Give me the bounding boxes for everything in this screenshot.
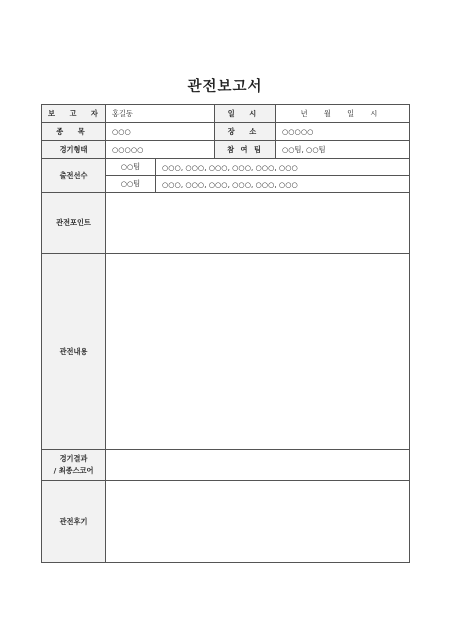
result-label-line1: 경기결과	[59, 454, 88, 463]
datetime-value[interactable]: 년 월 일 시	[276, 105, 410, 123]
row-watch-content	[42, 254, 410, 450]
venue-value[interactable]: ○○○○○	[276, 123, 410, 141]
event-label: 종 목	[42, 123, 106, 141]
row-watch-points	[42, 193, 410, 254]
points-label: 관전포인트	[42, 193, 106, 254]
points-value[interactable]	[106, 193, 410, 254]
review-value[interactable]	[106, 481, 410, 563]
review-label: 관전후기	[42, 481, 106, 563]
content-value[interactable]	[106, 254, 410, 450]
result-label-line2: / 최종스코어	[53, 466, 94, 475]
result-label	[42, 450, 106, 481]
players-team-1[interactable]: ○○팀	[106, 159, 156, 176]
match-type-label: 경기형태	[42, 141, 106, 159]
players-names-1[interactable]: ○○○, ○○○, ○○○, ○○○, ○○○, ○○○	[156, 159, 410, 176]
row-matchtype-teams	[42, 141, 410, 159]
reporter-value[interactable]: 홍길동	[106, 105, 215, 123]
report-form-table	[41, 104, 410, 563]
result-value[interactable]	[106, 450, 410, 481]
content-label: 관전내용	[42, 254, 106, 450]
teams-label: 참 여 팀	[215, 141, 276, 159]
document-title: 관전보고서	[187, 79, 263, 95]
reporter-label: 보 고 자	[42, 105, 106, 123]
venue-label: 장 소	[215, 123, 276, 141]
players-label: 출전선수	[42, 159, 106, 193]
match-type-value[interactable]: ○○○○○	[106, 141, 215, 159]
row-reporter-datetime	[42, 105, 410, 123]
players-names-2[interactable]: ○○○, ○○○, ○○○, ○○○, ○○○, ○○○	[156, 176, 410, 193]
players-team-2[interactable]: ○○팀	[106, 176, 156, 193]
teams-value[interactable]: ○○팀, ○○팀	[276, 141, 410, 159]
datetime-label: 일 시	[215, 105, 276, 123]
event-value[interactable]: ○○○	[106, 123, 215, 141]
row-match-result	[42, 450, 410, 481]
row-review	[42, 481, 410, 563]
row-players-1	[42, 159, 410, 176]
row-event-venue	[42, 123, 410, 141]
